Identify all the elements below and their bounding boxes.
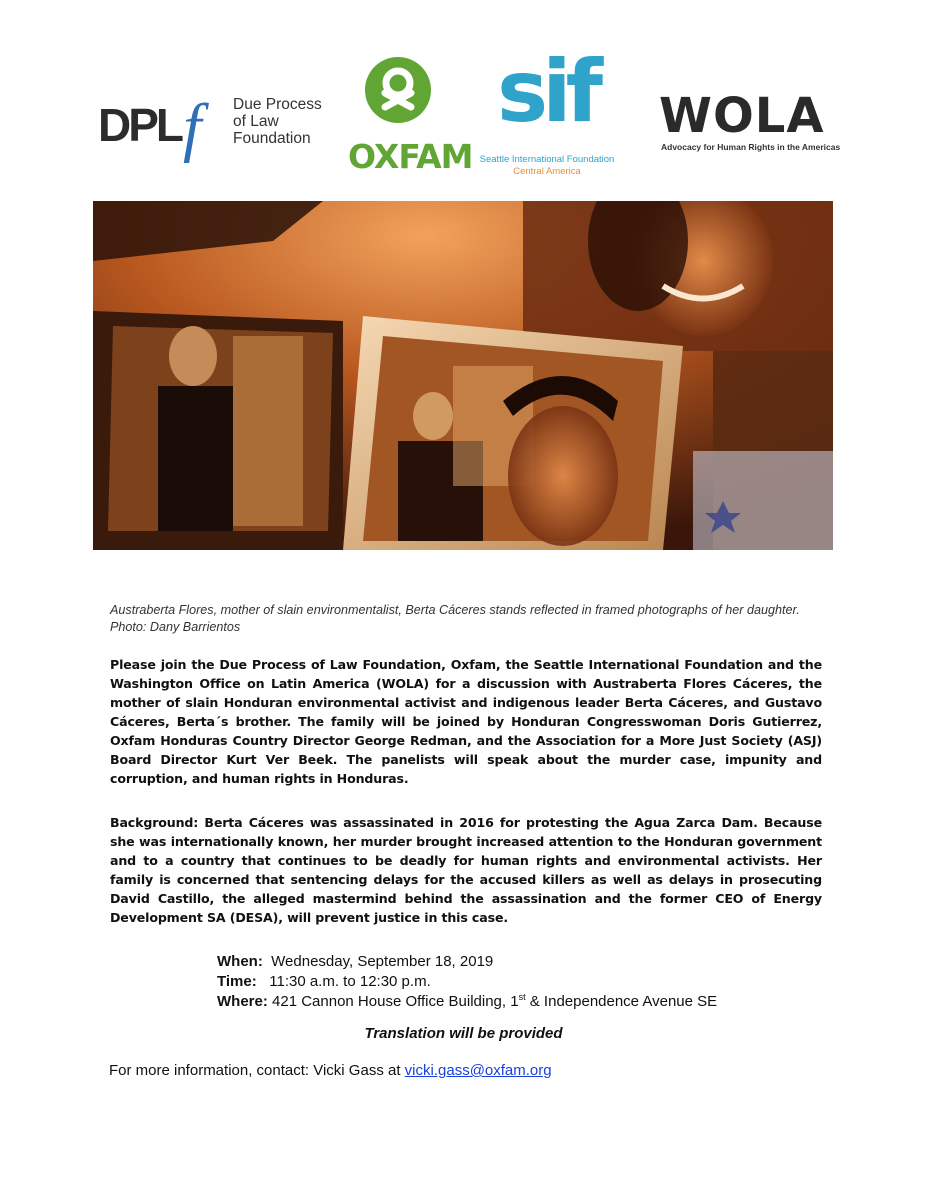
sif-region: Central America [513,166,581,177]
where-sup: st [518,992,526,1002]
dplf-logo-mark: DPL [98,99,181,151]
photo-caption: Austraberta Flores, mother of slain environmentalist, Berta Cáceres stands reflected in framed photographs of her daughter. Photo: Dany Barrientos [110,603,800,634]
event-photo [93,201,833,550]
contact-text: For more information, contact: Vicki Gass at [109,1062,405,1079]
event-details [217,952,717,1012]
dplf-name-line3: Foundation [233,130,311,147]
where-row [217,992,717,1012]
intro-paragraph: Please join the Due Process of Law Foundation, Oxfam, the Seattle International Foundation and the Washington Office on Latin America (WOLA) for a discussion with Austraberta Flores Cáceres, the mother of slain Honduran environmental activist and indigenous leader Berta Cáceres, and Gustavo Cáceres, Berta´s brother. The family will be joined by Honduran Congresswoman Doris Gutierrez, Oxfam Honduras Country Director George Redman, and the Association for a More Just Society (ASJ) Board Director Kurt Ver Beek. The panelists will speak about the murder case, impunity and corruption, and human rights in Honduras. [110,657,822,786]
contact-line [109,1062,552,1079]
wola-logo [659,88,849,162]
framed-photographs-image [93,201,833,550]
background-paragraph: Background: Berta Cáceres was assassinated in 2016 for protesting the Agua Zarca Dam. Because she was internationally known, her murder brought increased attention to the Honduran government and to a country that continues to be deadly for human rights and environmental activists. Her family is concerned that sentencing delays for the accused killers as well as delays in prosecuting David Castillo, the alleged mastermind behind the assassination and the former CEO of Energy Development SA (DESA), will prevent justice in this case. [110,815,822,925]
time-label: Time: [217,973,257,990]
sif-name: Seattle International Foundation [479,154,615,165]
sif-wordmark: sif [496,42,598,142]
when-value: Wednesday, September 18, 2019 [271,953,494,970]
oxfam-emblem-icon [365,57,431,123]
time-row [217,972,717,992]
oxfam-wordmark: OXFAM [348,137,473,176]
dplf-logo-f: f [183,91,199,164]
time-value: 11:30 a.m. to 12:30 p.m. [269,973,431,990]
sif-logo [479,42,615,180]
where-value: 421 Cannon House Office Building, 1 [272,993,519,1010]
where-label: Where: [217,993,268,1010]
where-value-rest: & Independence Avenue SE [525,993,718,1010]
dplf-logo [98,91,338,164]
contact-email-link[interactable]: vicki.gass@oxfam.org [404,1062,552,1079]
dplf-name-line2: of Law [233,113,279,130]
dplf-name-line1: Due Process [233,96,322,113]
oxfam-logo [348,57,473,177]
wola-tagline: Advocacy for Human Rights in the Americas [661,142,841,152]
wola-wordmark: WOLA [659,88,825,144]
translation-note: Translation will be provided [364,1025,563,1042]
when-row [217,952,717,972]
when-label: When: [217,953,263,970]
